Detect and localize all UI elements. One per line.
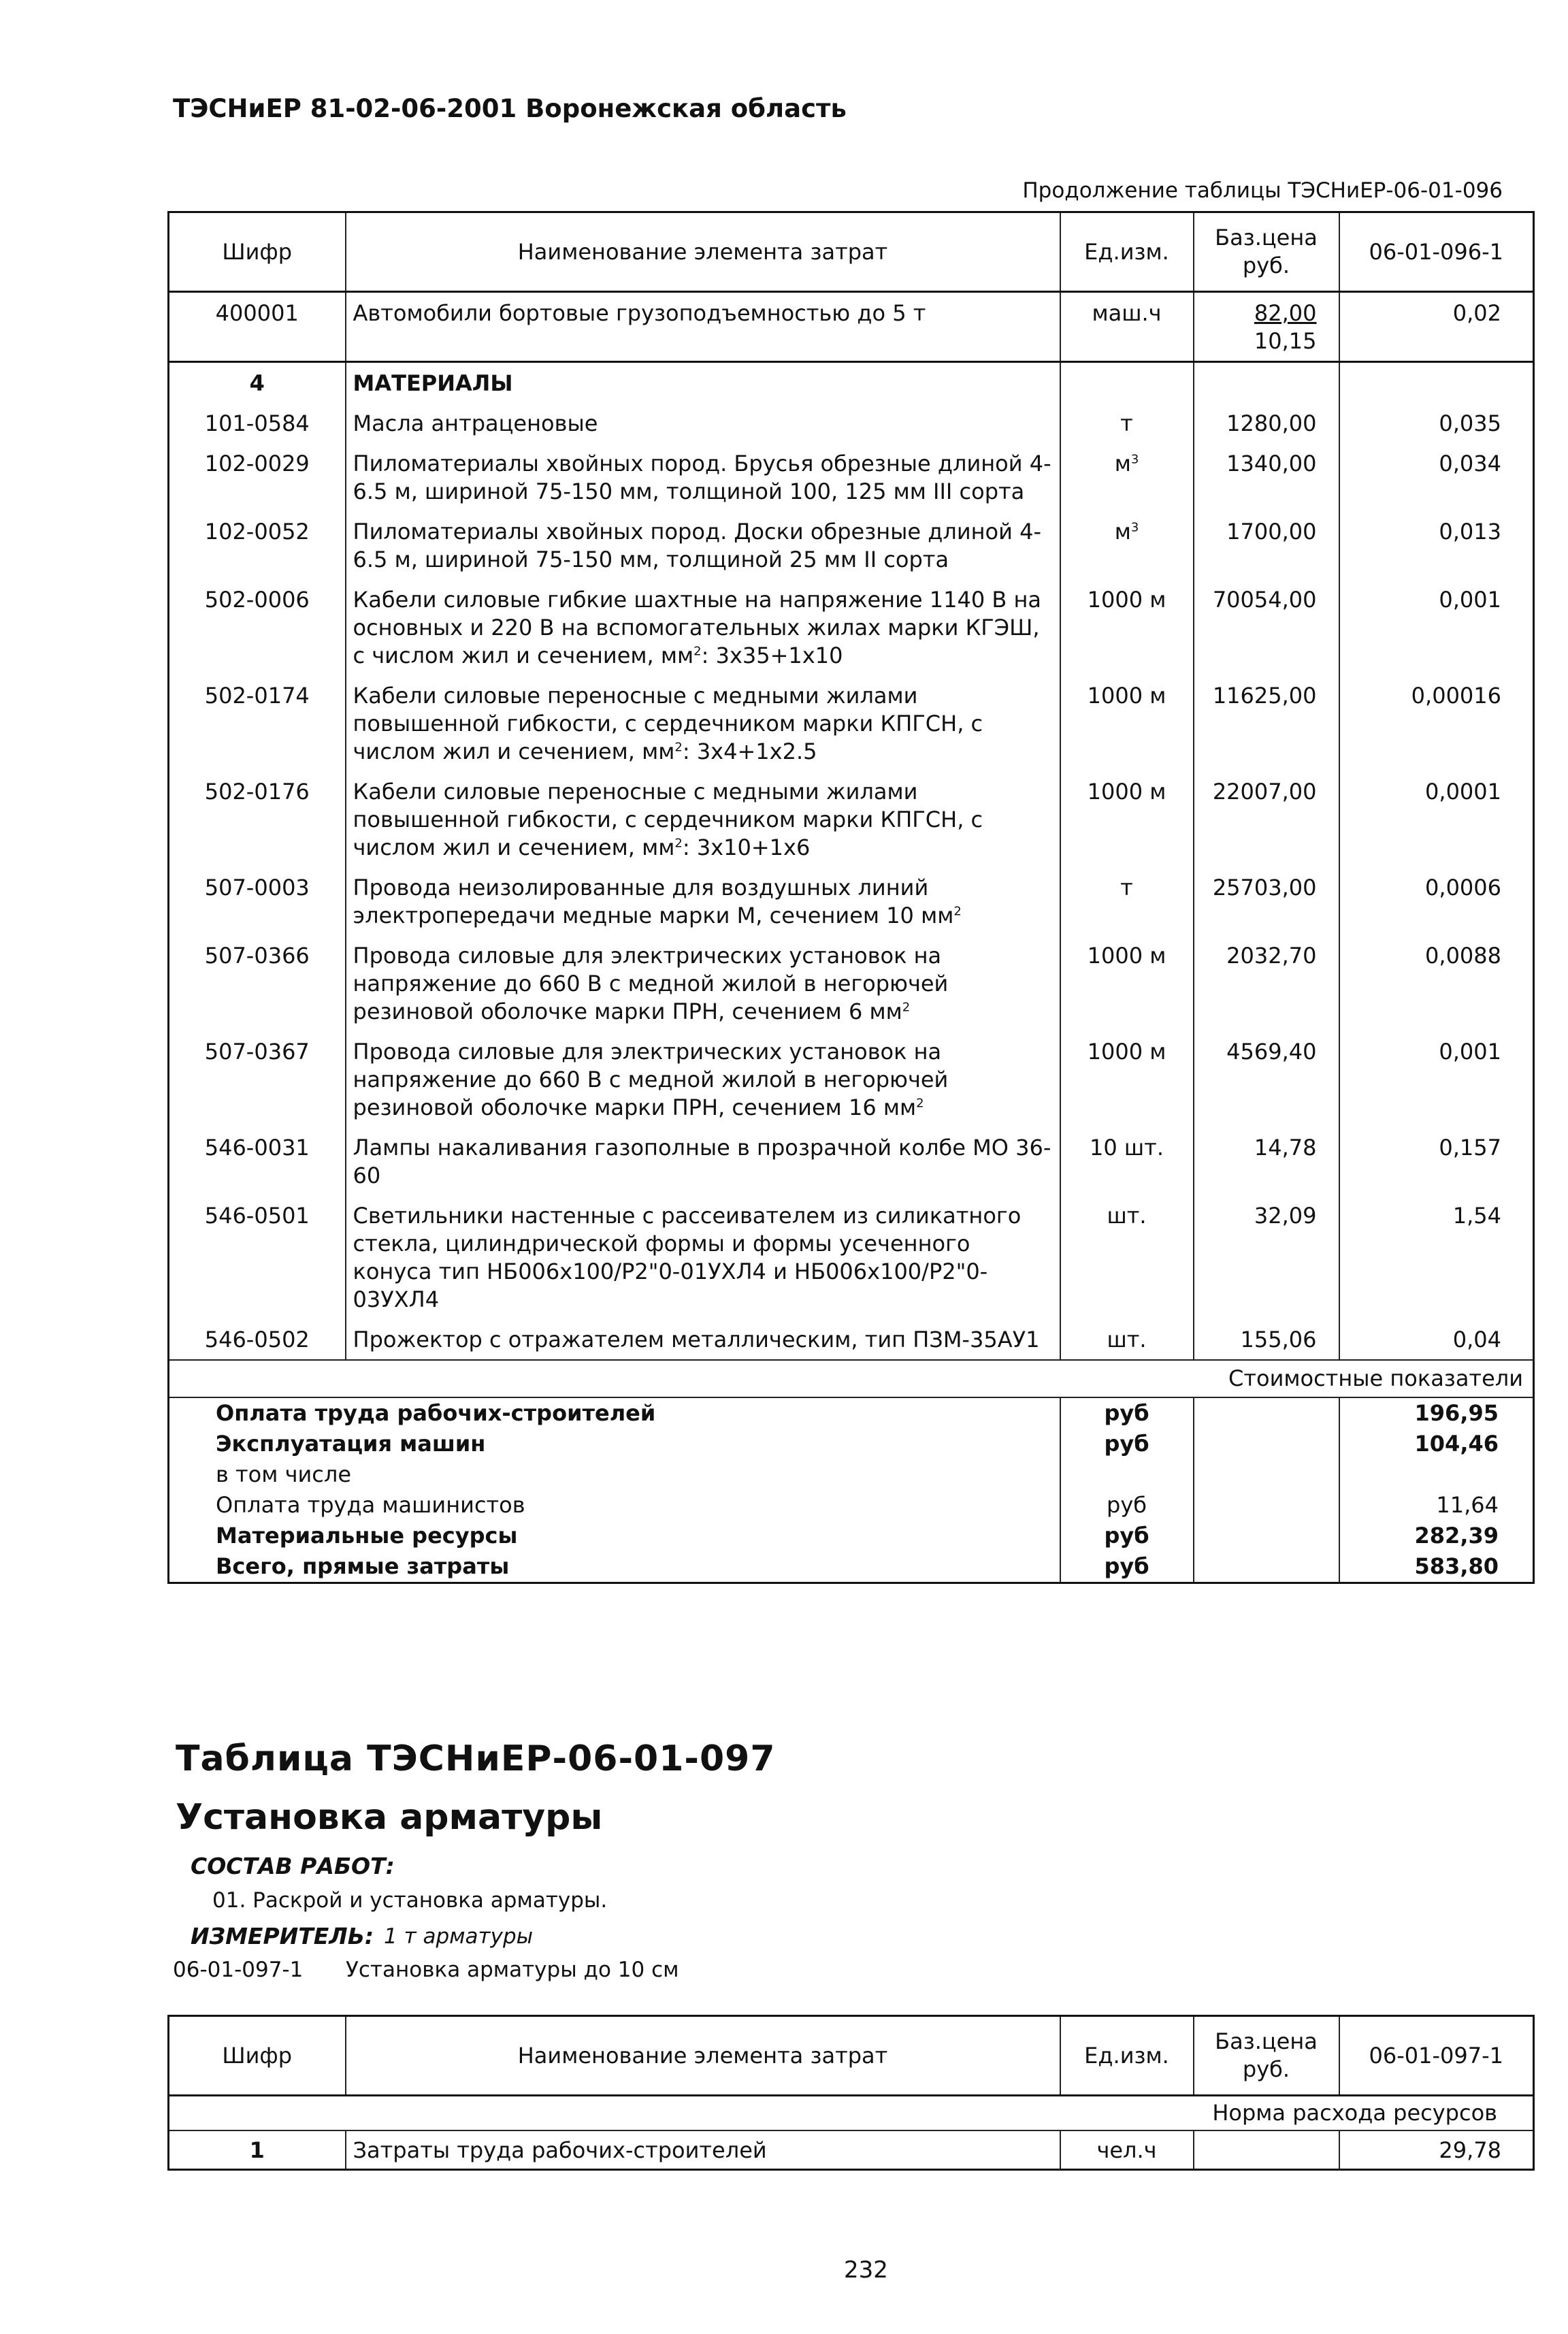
price-value: 82,00 [1254, 300, 1317, 326]
row-price: 11625,00 [1194, 675, 1339, 771]
row-price: 14,78 [1194, 1127, 1339, 1195]
row-name-text: Прожектор с отражателем металлическим, тип ПЗМ-35АУ1 [353, 1327, 1040, 1352]
summary-header-row [169, 1360, 1534, 1397]
row-code: 502-0176 [204, 779, 310, 805]
row-name-tail: : 3x10+1x6 [682, 834, 811, 860]
summary-row [169, 1397, 1534, 1429]
summary-header: Стоимостные показатели [169, 1360, 1534, 1397]
table-row [169, 579, 1534, 675]
continuation-note: Продолжение таблицы ТЭСНиЕР-06-01-096 [1022, 178, 1503, 203]
summary-empty [1194, 1459, 1339, 1490]
column-header-name: Наименование элемента затрат [346, 212, 1060, 292]
row-name-text: Лампы накаливания газополные в прозрачной колбе МО 36-60 [353, 1135, 1051, 1188]
measure-value: 1 т арматуры [384, 1924, 534, 1949]
work-composition-label: СОСТАВ РАБОТ: [191, 1853, 395, 1879]
row-name-text: Провода силовые для электрических установок на напряжение до 660 В с медной жилой в негорючей резиновой оболочке марки ПРН, сечением 16 мм [353, 1039, 949, 1120]
row-name-text: Провода неизолированные для воздушных линий электропередачи медные марки М, сечением 10 мм [353, 875, 954, 928]
summary-value: 104,46 [1339, 1429, 1534, 1459]
summary-label: Всего, прямые затраты [216, 1553, 510, 1579]
superscript: 2 [902, 1000, 911, 1015]
unit-text: 1000 м [1087, 779, 1166, 805]
summary-empty [1194, 1429, 1339, 1459]
row-name [346, 867, 1060, 935]
row-unit: маш.ч [1060, 292, 1194, 362]
unit-text: 1000 м [1087, 1039, 1166, 1065]
superscript: 2 [916, 1096, 924, 1111]
row-code: 102-0029 [204, 451, 310, 476]
row-code: 502-0006 [204, 587, 310, 613]
summary-label: в том числе [216, 1461, 351, 1487]
row-name-text: Кабели силовые переносные с медными жилами повышенной гибкости, с сердечником марки КПГСН, с числом жил и сечением, мм [353, 779, 983, 860]
summary-value: 583,80 [1339, 1551, 1534, 1583]
row-norm: 0,035 [1339, 403, 1534, 443]
row-name [346, 1319, 1060, 1360]
norm-description: Установка арматуры до 10 см [346, 1958, 679, 1982]
row-name [346, 771, 1060, 867]
table-row [169, 867, 1534, 935]
summary-row [169, 1551, 1534, 1583]
row-unit [1060, 771, 1194, 867]
row-name [346, 443, 1060, 511]
row-code: 546-0502 [204, 1327, 310, 1352]
summary-label: Оплата труда машинистов [216, 1492, 525, 1518]
row-price [1194, 292, 1339, 362]
resources-table-096 [167, 211, 1535, 1584]
summary-value: 282,39 [1339, 1521, 1534, 1551]
row-name-text: Пиломатериалы хвойных пород. Доски обрезные длиной 4-6.5 м, шириной 75-150 мм, толщиной 25 мм II сорта [353, 519, 1041, 572]
row-name-text: Кабели силовые гибкие шахтные на напряжение 1140 В на основных и 220 В на вспомогательных жилах марки КГЭШ, с числом жил и сечением, мм [353, 587, 1041, 668]
row-name [346, 1127, 1060, 1195]
row-price: 1340,00 [1194, 443, 1339, 511]
column-header-code: Шифр [169, 212, 346, 292]
summary-label: Оплата труда рабочих-строителей [216, 1400, 656, 1426]
section-title: МАТЕРИАЛЫ [346, 362, 1060, 404]
column-header-price: Баз.цена руб. [1194, 212, 1339, 292]
row-unit [1060, 403, 1194, 443]
row-code: 101-0584 [204, 410, 310, 436]
row-name [346, 675, 1060, 771]
unit-text: м [1114, 451, 1131, 476]
row-norm: 0,00016 [1339, 675, 1534, 771]
table-row [169, 1195, 1534, 1319]
machine-row [169, 292, 1534, 362]
row-unit [1060, 1127, 1194, 1195]
document-header: ТЭСНиЕР 81-02-06-2001 Воронежская область [173, 94, 847, 123]
summary-unit: руб [1060, 1490, 1194, 1521]
column-header-unit: Ед.изм. [1060, 2016, 1194, 2096]
page-number: 232 [844, 2256, 888, 2284]
row-name: Затраты труда рабочих-строителей [346, 2130, 1060, 2170]
row-code: 502-0174 [204, 683, 310, 709]
row-price: 22007,00 [1194, 771, 1339, 867]
table-row [169, 443, 1534, 511]
row-norm: 29,78 [1339, 2130, 1534, 2170]
row-price: 1700,00 [1194, 511, 1339, 579]
row-norm: 1,54 [1339, 1195, 1534, 1319]
summary-empty [1194, 1397, 1339, 1429]
superscript: 3 [1130, 520, 1139, 535]
row-price: 2032,70 [1194, 935, 1339, 1031]
row-name [346, 511, 1060, 579]
norm-header: Норма расхода ресурсов [169, 2096, 1534, 2131]
summary-unit [1060, 1459, 1194, 1490]
row-unit [1060, 1319, 1194, 1360]
row-price: 4569,40 [1194, 1031, 1339, 1127]
row-name-tail: : 3x4+1x2.5 [682, 739, 817, 764]
row-norm: 0,001 [1339, 579, 1534, 675]
unit-text: 1000 м [1087, 587, 1166, 613]
summary-unit: руб [1060, 1521, 1194, 1551]
column-header-norm: 06-01-097-1 [1339, 2016, 1534, 2096]
superscript: 2 [674, 836, 683, 851]
row-price: 32,09 [1194, 1195, 1339, 1319]
summary-empty [1194, 1521, 1339, 1551]
summary-label: Материальные ресурсы [216, 1523, 518, 1549]
row-name-text: Кабели силовые переносные с медными жилами повышенной гибкости, с сердечником марки КПГСН, с числом жил и сечением, мм [353, 683, 983, 764]
summary-label: Эксплуатация машин [216, 1431, 486, 1457]
row-code: 400001 [215, 300, 299, 326]
row-unit [1060, 1031, 1194, 1127]
table-row [169, 2130, 1534, 2170]
unit-text: шт. [1107, 1327, 1147, 1352]
row-name [346, 1195, 1060, 1319]
table-row [169, 403, 1534, 443]
row-price: 25703,00 [1194, 867, 1339, 935]
column-header-price: Баз.цена руб. [1194, 2016, 1339, 2096]
row-name-text: Пиломатериалы хвойных пород. Брусья обрезные длиной 4-6.5 м, шириной 75-150 мм, толщиной 100, 125 мм III сорта [353, 451, 1051, 504]
unit-text: т [1120, 875, 1133, 901]
row-unit [1060, 867, 1194, 935]
row-unit [1060, 443, 1194, 511]
table-row [169, 511, 1534, 579]
table-row [169, 771, 1534, 867]
table-row [169, 1127, 1534, 1195]
row-name-text: Масла антраценовые [353, 410, 598, 436]
summary-unit: руб [1060, 1429, 1194, 1459]
summary-value: 196,95 [1339, 1397, 1534, 1429]
row-unit: чел.ч [1060, 2130, 1194, 2170]
summary-row [169, 1490, 1534, 1521]
row-name [346, 935, 1060, 1031]
row-name-text: Светильники настенные с рассеивателем из силикатного стекла, цилиндрической формы и формы усеченного конуса тип НБ006х100/Р2"0-01УХЛ4 и НБ006х100/Р2"0-03УХЛ4 [353, 1203, 1022, 1312]
summary-unit: руб [1060, 1551, 1194, 1583]
summary-empty [1194, 1490, 1339, 1521]
row-unit [1060, 579, 1194, 675]
unit-text: 1000 м [1087, 943, 1166, 969]
row-norm: 0,0001 [1339, 771, 1534, 867]
superscript: 2 [953, 904, 962, 919]
summary-row [169, 1459, 1534, 1490]
column-header-code: Шифр [169, 2016, 346, 2096]
row-name: Автомобили бортовые грузоподъемностью до 5 т [346, 292, 1060, 362]
row-norm: 0,001 [1339, 1031, 1534, 1127]
summary-row [169, 1521, 1534, 1551]
column-header-unit: Ед.изм. [1060, 212, 1194, 292]
table-header-row [169, 2016, 1534, 2096]
unit-text: т [1120, 410, 1133, 436]
superscript: 2 [693, 644, 702, 659]
row-unit [1060, 675, 1194, 771]
norm-header-row [169, 2096, 1534, 2131]
row-unit [1060, 511, 1194, 579]
row-code: 102-0052 [204, 519, 310, 545]
superscript: 3 [1130, 452, 1139, 467]
row-price [1194, 2130, 1339, 2170]
table-row [169, 675, 1534, 771]
row-code: 1 [249, 2137, 265, 2163]
unit-text: 10 шт. [1090, 1135, 1164, 1161]
price-wage-value: 10,15 [1254, 328, 1317, 354]
norm-code: 06-01-097-1 [173, 1958, 304, 1982]
row-name [346, 403, 1060, 443]
row-price: 1280,00 [1194, 403, 1339, 443]
summary-row [169, 1429, 1534, 1459]
row-code: 546-0501 [204, 1203, 310, 1229]
unit-text: шт. [1107, 1203, 1147, 1229]
section-code: 4 [169, 362, 346, 404]
row-code: 507-0367 [204, 1039, 310, 1065]
row-norm: 0,157 [1339, 1127, 1534, 1195]
table-row [169, 1031, 1534, 1127]
row-norm: 0,04 [1339, 1319, 1534, 1360]
table-header-row [169, 212, 1534, 292]
column-header-name: Наименование элемента затрат [346, 2016, 1060, 2096]
table-row [169, 935, 1534, 1031]
superscript: 2 [674, 740, 683, 755]
section-subtitle: Установка арматуры [176, 1797, 603, 1838]
row-name-text: Провода силовые для электрических установок на напряжение до 660 В с медной жилой в негорючей резиновой оболочке марки ПРН, сечением 6 мм [353, 943, 949, 1024]
row-norm: 0,0006 [1339, 867, 1534, 935]
row-price: 70054,00 [1194, 579, 1339, 675]
resources-table-097 [167, 2015, 1535, 2171]
unit-text: 1000 м [1087, 683, 1166, 709]
section-title: Таблица ТЭСНиЕР-06-01-097 [176, 1738, 776, 1779]
row-norm: 0,0088 [1339, 935, 1534, 1031]
row-name-tail: : 3x35+1x10 [701, 643, 843, 668]
row-norm: 0,02 [1339, 292, 1534, 362]
row-unit [1060, 935, 1194, 1031]
table-row [169, 1319, 1534, 1360]
summary-unit: руб [1060, 1397, 1194, 1429]
column-header-norm: 06-01-096-1 [1339, 212, 1534, 292]
unit-text: м [1114, 519, 1131, 545]
row-norm: 0,013 [1339, 511, 1534, 579]
row-code: 546-0031 [204, 1135, 310, 1161]
row-name [346, 1031, 1060, 1127]
row-price: 155,06 [1194, 1319, 1339, 1360]
summary-value: 11,64 [1339, 1490, 1534, 1521]
summary-value [1339, 1459, 1534, 1490]
row-name [346, 579, 1060, 675]
section-row-materials [169, 362, 1534, 404]
measure-label: ИЗМЕРИТЕЛЬ: [191, 1923, 374, 1949]
row-code: 507-0003 [204, 875, 310, 901]
work-item: 01. Раскрой и установка арматуры. [212, 1888, 608, 1913]
row-unit [1060, 1195, 1194, 1319]
row-norm: 0,034 [1339, 443, 1534, 511]
summary-empty [1194, 1551, 1339, 1583]
row-code: 507-0366 [204, 943, 310, 969]
